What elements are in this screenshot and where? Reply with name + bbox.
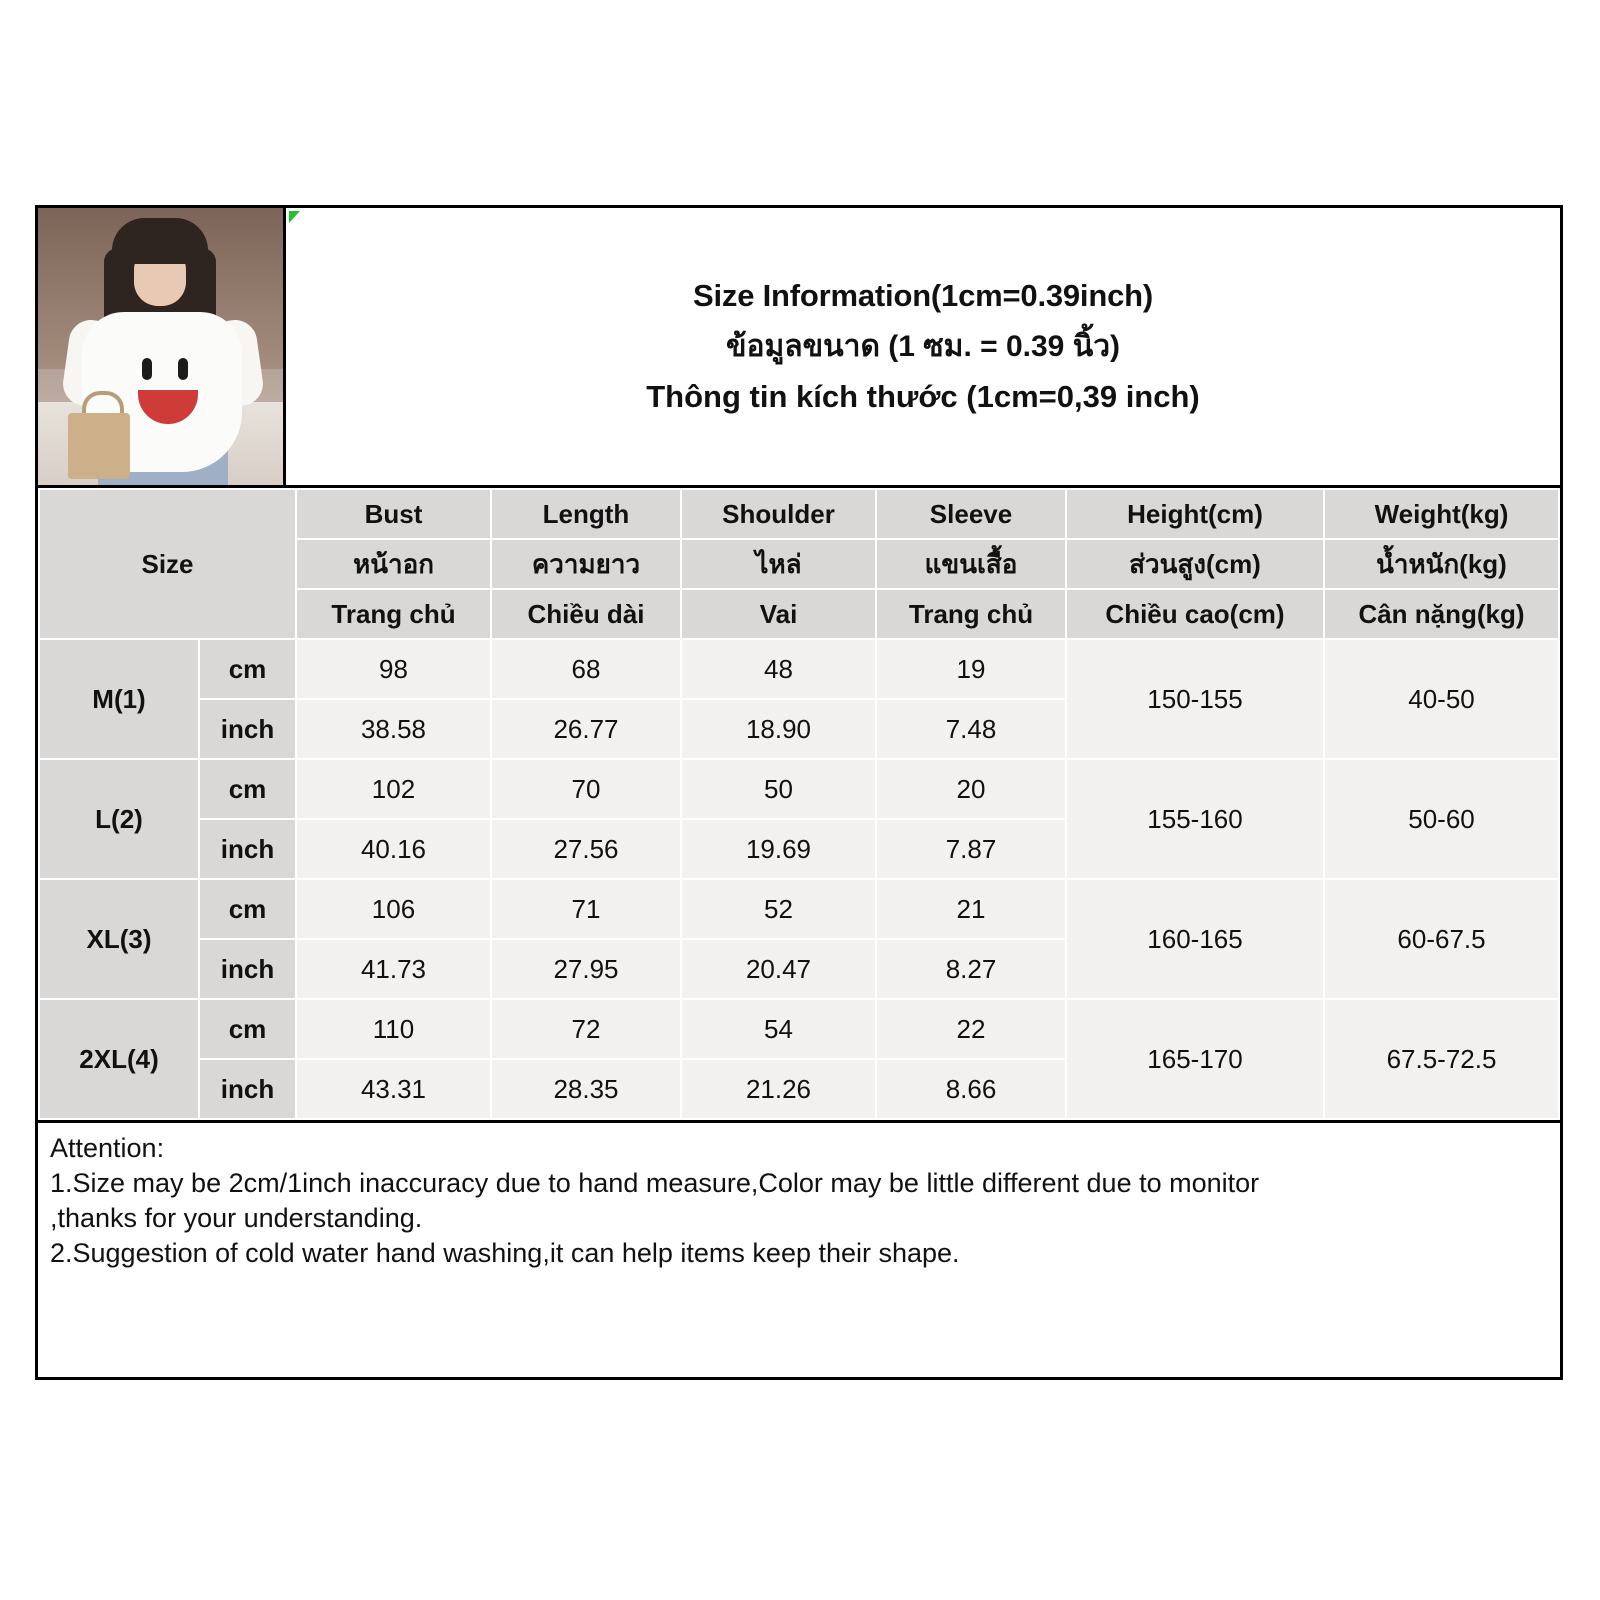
size-chart-card [35,205,1563,1380]
m-bust-inch: 38.58 [296,699,491,759]
header-height-th: ส่วนสูง(cm) [1066,539,1324,589]
m-sleeve-cm: 19 [876,639,1066,699]
header-weight-vi: Cân nặng(kg) [1324,589,1559,639]
xxl-height: 165-170 [1066,999,1324,1119]
unit-cm-2xl: cm [199,999,296,1059]
m-sleeve-inch: 7.48 [876,699,1066,759]
xxl-sleeve-cm: 22 [876,999,1066,1059]
size-header-cell: Size [39,489,296,639]
print-eye-left-icon [142,358,152,380]
m-weight: 40-50 [1324,639,1559,759]
l-bust-cm: 102 [296,759,491,819]
xxl-shoulder-inch: 21.26 [681,1059,876,1119]
attention-line-3: 2.Suggestion of cold water hand washing,it can help items keep their shape. [50,1238,960,1269]
table-row [39,639,1559,699]
header-length-vi: Chiều dài [491,589,681,639]
unit-inch-l: inch [199,819,296,879]
banner-title-block [286,208,1560,485]
xl-length-inch: 27.95 [491,939,681,999]
table-row [39,879,1559,939]
l-shoulder-cm: 50 [681,759,876,819]
unit-inch-xl: inch [199,939,296,999]
l-length-inch: 27.56 [491,819,681,879]
header-sleeve-en: Sleeve [876,489,1066,539]
unit-cm-l: cm [199,759,296,819]
row-size-2xl: 2XL(4) [39,999,199,1119]
l-sleeve-cm: 20 [876,759,1066,819]
xl-height: 160-165 [1066,879,1324,999]
tote-bag [68,413,130,479]
row-size-xl: XL(3) [39,879,199,999]
xxl-shoulder-cm: 54 [681,999,876,1059]
header-weight-en: Weight(kg) [1324,489,1559,539]
xl-sleeve-cm: 21 [876,879,1066,939]
m-shoulder-cm: 48 [681,639,876,699]
header-row-en [39,489,1559,539]
xl-bust-cm: 106 [296,879,491,939]
xl-shoulder-inch: 20.47 [681,939,876,999]
l-sleeve-inch: 7.87 [876,819,1066,879]
attention-block [38,1120,1560,1377]
l-bust-inch: 40.16 [296,819,491,879]
row-size-m: M(1) [39,639,199,759]
unit-inch-2xl: inch [199,1059,296,1119]
unit-cm-xl: cm [199,879,296,939]
attention-line-1: 1.Size may be 2cm/1inch inaccuracy due to hand measure,Color may be little different due to monitor [50,1168,1260,1199]
attention-heading: Attention: [50,1133,165,1163]
print-eye-right-icon [178,358,188,380]
title-english: Size Information(1cm=0.39inch) [693,278,1153,313]
row-size-l: L(2) [39,759,199,879]
header-sleeve-vi: Trang chủ [876,589,1066,639]
xl-bust-inch: 41.73 [296,939,491,999]
header-bust-vi: Trang chủ [296,589,491,639]
header-shoulder-en: Shoulder [681,489,876,539]
xxl-weight: 67.5-72.5 [1324,999,1559,1119]
green-corner-marker [289,211,300,223]
header-weight-th: น้ำหนัก(kg) [1324,539,1559,589]
m-bust-cm: 98 [296,639,491,699]
header-shoulder-vi: Vai [681,589,876,639]
size-table [38,488,1560,1120]
m-height: 150-155 [1066,639,1324,759]
header-length-en: Length [491,489,681,539]
header-shoulder-th: ไหล่ [681,539,876,589]
table-row [39,759,1559,819]
xxl-bust-cm: 110 [296,999,491,1059]
header-height-en: Height(cm) [1066,489,1324,539]
l-shoulder-inch: 19.69 [681,819,876,879]
xxl-bust-inch: 43.31 [296,1059,491,1119]
unit-inch-m: inch [199,699,296,759]
m-shoulder-inch: 18.90 [681,699,876,759]
header-bust-en: Bust [296,489,491,539]
product-photo [38,208,286,485]
chart-banner [38,208,1560,488]
header-height-vi: Chiều cao(cm) [1066,589,1324,639]
header-bust-th: หน้าอก [296,539,491,589]
header-sleeve-th: แขนเสื้อ [876,539,1066,589]
title-thai: ข้อมูลขนาด (1 ซม. = 0.39 นิ้ว) [725,330,1121,363]
title-vietnamese: Thông tin kích thước (1cm=0,39 inch) [646,379,1200,414]
l-height: 155-160 [1066,759,1324,879]
m-length-inch: 26.77 [491,699,681,759]
unit-cm-m: cm [199,639,296,699]
xxl-length-cm: 72 [491,999,681,1059]
xxl-sleeve-inch: 8.66 [876,1059,1066,1119]
m-length-cm: 68 [491,639,681,699]
xl-weight: 60-67.5 [1324,879,1559,999]
xl-shoulder-cm: 52 [681,879,876,939]
xl-length-cm: 71 [491,879,681,939]
xl-sleeve-inch: 8.27 [876,939,1066,999]
header-length-th: ความยาว [491,539,681,589]
table-row [39,999,1559,1059]
l-length-cm: 70 [491,759,681,819]
xxl-length-inch: 28.35 [491,1059,681,1119]
l-weight: 50-60 [1324,759,1559,879]
attention-line-2: ,thanks for your understanding. [50,1203,423,1234]
